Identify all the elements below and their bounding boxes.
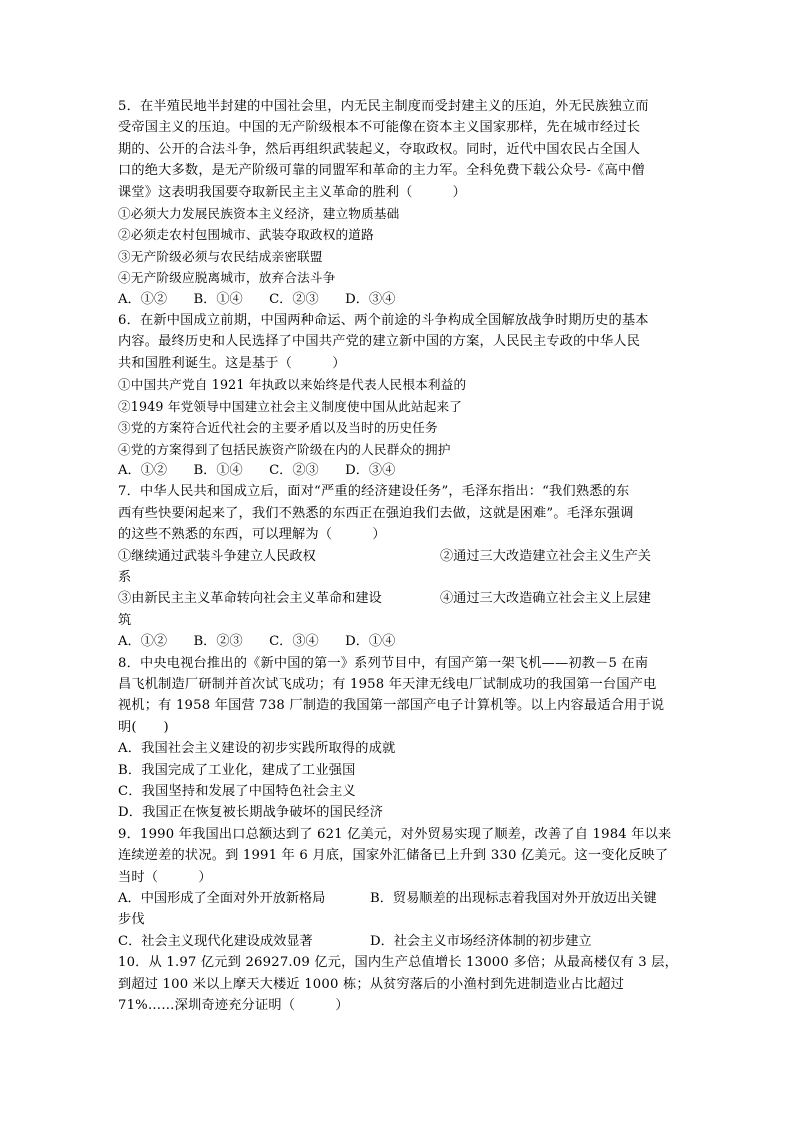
- statement-item: ②1949 年党领导中国建立社会主义制度使中国从此站起来了: [118, 398, 463, 414]
- answer-choice: B．贸易顺差的出现标志着我国对外开放迈出关键: [370, 891, 657, 907]
- statement-item: ③党的方案符合近代社会的主要矛盾以及当时的历史任务: [118, 420, 438, 436]
- statement-item: ④通过三大改造确立社会主义上层建: [440, 591, 651, 607]
- answer-options: A．①② B．①④ C．②③ D．③④: [118, 291, 396, 307]
- statement-item: ①继续通过武装斗争建立人民政权: [118, 548, 316, 564]
- question-stem-line: 到超过 100 米以上摩天大楼近 1000 栋；从贫穷落后的小渔村到先进制造业占比超过: [118, 976, 625, 992]
- statement-item: ①必须大力发展民族资本主义经济，建立物质基础: [118, 206, 400, 222]
- question-stem-line: 共和国胜利诞生。这是基于（ ）: [118, 355, 346, 371]
- exam-page: [118, 96, 678, 1016]
- statement-item: ③无产阶级必须与农民结成亲密联盟: [118, 248, 323, 264]
- question-8: [118, 653, 678, 824]
- question-stem-line: 8．中央电视台推出的《新中国的第一》系列节目中，有国产第一架飞机——初教－5 在南: [118, 655, 649, 671]
- answer-choice-continuation: 步伐: [118, 912, 145, 928]
- statement-row: [118, 588, 678, 609]
- question-stem-line: 6．在新中国成立前期，中国两种命运、两个前途的斗争构成全国解放战争时期历史的基本: [118, 313, 649, 329]
- statement-item: ③由新民主主义革命转向社会主义革命和建设: [118, 591, 382, 607]
- answer-choice-row: [118, 931, 678, 952]
- question-stem-line: 9．1990 年我国出口总额达到了 621 亿美元，对外贸易实现了顺差，改善了自 1984 年以来: [118, 826, 672, 842]
- answer-choice: A．我国社会主义建设的初步实践所取得的成就: [118, 741, 396, 757]
- question-stem-line: 口的绝大多数，是无产阶级可靠的同盟军和革命的主力军。全科免费下载公众号-《高中僧: [118, 163, 645, 179]
- statement-continuation: 系: [118, 569, 132, 585]
- question-stem-line: 5．在半殖民地半封建的中国社会里，内无民主制度而受封建主义的压迫，外无民族独立而: [118, 99, 649, 114]
- answer-choice: C．我国坚持和发展了中国特色社会主义: [118, 784, 356, 799]
- question-stem-line: 视机；有 1958 年国营 738 厂制造的我国第一部国产电子计算机等。以上内容最适合用于说: [118, 698, 665, 714]
- answer-choice: A．中国形成了全面对外开放新格局: [118, 891, 326, 907]
- question-stem-line: 当时（ ）: [118, 869, 212, 885]
- answer-choice: D．我国正在恢复被长期战争破坏的国民经济: [118, 805, 384, 821]
- question-stem-line: 7．中华人民共和国成立后，面对“严重的经济建设任务”，毛泽东指出：“我们熟悉的东: [118, 484, 630, 500]
- answer-choice: B．我国完成了工业化，建成了工业强国: [118, 762, 356, 778]
- statement-continuation: 筑: [118, 612, 132, 628]
- statement-item: ②必须走农村包围城市、武装夺取政权的道路: [118, 227, 374, 243]
- statement-item: ②通过三大改造建立社会主义生产关: [440, 548, 651, 564]
- statement-item: ④党的方案得到了包括民族资产阶级在内的人民群众的拥护: [118, 441, 451, 457]
- question-10: [118, 952, 678, 1016]
- answer-choice: C．社会主义现代化建设成效显著: [118, 933, 313, 949]
- question-stem-line: 西有些快要闲起来了，我们不熟悉的东西正在强迫我们去做，这就是困难”。毛泽东强调: [118, 505, 634, 521]
- question-stem-line: 期的、公开的合法斗争，然后再组织武装起义，夺取政权。同时，近代中国农民占全国人: [118, 141, 641, 157]
- question-stem-line: 内容。最终历史和人民选择了中国共产党的建立新中国的方案，人民民主专政的中华人民: [118, 334, 641, 350]
- statement-item: ④无产阶级应脱离城市，放弃合法斗争: [118, 270, 336, 286]
- question-stem-line: 71%……深圳奇迹充分证明（ ）: [118, 998, 349, 1014]
- question-stem-line: 课堂》这表明我国要夺取新民主主义革命的胜利（ ）: [118, 184, 467, 200]
- question-5: [118, 96, 678, 310]
- answer-options: A．①② B．①④ C．②③ D．③④: [118, 462, 396, 478]
- question-9: [118, 824, 678, 952]
- question-stem-line: 10．从 1.97 亿元到 26927.09 亿元，国内生产总值增长 13000 多倍；从最高楼仅有 3 层，: [118, 955, 679, 971]
- answer-choice-row: [118, 888, 678, 909]
- question-stem-line: 的这些不熟悉的东西，可以理解为（ ）: [118, 527, 386, 543]
- question-6: [118, 310, 678, 481]
- question-stem-line: 昌飞机制造厂研制并首次试飞成功；有 1958 年天津无线电厂试制成功的我国第一台国产电: [118, 676, 657, 692]
- question-stem-line: 明( ): [118, 719, 169, 735]
- question-stem-line: 受帝国主义的压迫。中国的无产阶级根本不可能像在资本主义国家那样，先在城市经过长: [118, 120, 641, 136]
- statement-row: [118, 546, 678, 567]
- statement-item: ①中国共产党自 1921 年执政以来始终是代表人民根本利益的: [118, 377, 467, 393]
- answer-choice: D．社会主义市场经济体制的初步建立: [370, 933, 592, 949]
- answer-options: A．①② B．②③ C．③④ D．①④: [118, 634, 396, 650]
- question-stem-line: 连续逆差的状况。到 1991 年 6 月底，国家外汇储备已上升到 330 亿美元。这一变化反映了: [118, 848, 669, 864]
- question-7: [118, 481, 678, 652]
